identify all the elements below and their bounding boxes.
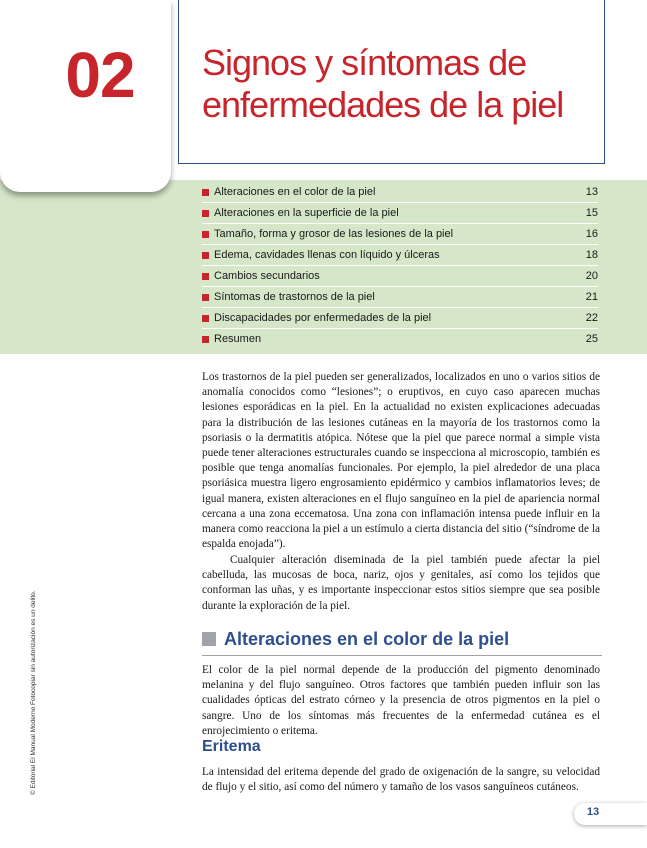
- section-heading-text: Alteraciones en el color de la piel: [224, 628, 510, 649]
- toc-item[interactable]: [202, 203, 598, 224]
- square-bullet-icon: [202, 252, 209, 259]
- section-paragraph: El color de la piel normal depende de la producción del pigmento denominado melanina y del flujo sanguíneo. Otros factores que también pueden influir son las cualidades ópticas del estrato córneo y la presencia de otros pigmentos en la piel o sangre. Uno de los síntomas más frecuentes de la enfermedad cutánea es el enrojecimiento o eritema.: [202, 664, 600, 737]
- toc-item-page: 18: [585, 249, 598, 261]
- square-bullet-icon: [202, 210, 209, 217]
- chapter-title-line-1: Signos y síntomas de: [202, 42, 527, 83]
- toc-item-label: Resumen: [214, 333, 262, 345]
- square-bullet-icon: [202, 336, 209, 343]
- toc-item[interactable]: [202, 224, 598, 245]
- toc-item-label: Alteraciones en el color de la piel: [214, 186, 376, 198]
- toc-item-page: 15: [585, 207, 598, 219]
- square-bullet-icon: [202, 315, 209, 322]
- square-bullet-icon: [202, 273, 209, 280]
- page-number: 13: [586, 806, 600, 818]
- toc-item-page: 25: [585, 333, 598, 345]
- square-bullet-icon: [202, 632, 216, 646]
- square-bullet-icon: [202, 294, 209, 301]
- toc-item-label: Alteraciones en la superficie de la piel: [214, 207, 399, 219]
- copyright-note: © Editorial El Manual Moderno Fotocopiar sin autorización es un delito.: [30, 590, 37, 795]
- chapter-title: [202, 42, 602, 126]
- toc-item[interactable]: [202, 287, 598, 308]
- toc-item-label: Edema, cavidades llenas con líquido y úlceras: [214, 249, 440, 261]
- toc-item-page: 22: [585, 312, 598, 324]
- toc-item[interactable]: [202, 182, 598, 203]
- section-heading: [202, 626, 602, 652]
- toc-item-page: 21: [585, 291, 598, 303]
- subsection-paragraph: La intensidad del eritema depende del grado de oxigenación de la sangre, su velocidad de flujo y el sitio, así como del número y tamaño de los vasos sanguíneos cutáneos.: [202, 766, 600, 794]
- toc-item-page: 13: [585, 186, 598, 198]
- toc-item[interactable]: [202, 245, 598, 266]
- square-bullet-icon: [202, 231, 209, 238]
- toc-item-label: Discapacidades por enfermedades de la piel: [214, 312, 432, 324]
- chapter-number: 02: [65, 39, 135, 111]
- section-divider: [202, 655, 602, 656]
- toc-item-label: Tamaño, forma y grosor de las lesiones de la piel: [214, 228, 454, 240]
- chapter-title-line-2: enfermedades de la piel: [202, 84, 564, 125]
- square-bullet-icon: [202, 189, 209, 196]
- toc-item[interactable]: [202, 308, 598, 329]
- toc-item-page: 16: [585, 228, 598, 240]
- toc-item-page: 20: [585, 270, 598, 282]
- subsection-heading: Eritema: [202, 738, 261, 755]
- intro-paragraph-1: Los trastornos de la piel pueden ser generalizados, localizados en uno o varios sitios de anomalía conocidos como “lesiones”; o eruptivos, en cuyo caso aparecen muchas lesiones esporádicas en la piel. En la actualidad no existen explicaciones adecuadas para la distribución de las lesiones cutáneas en la mayoría de los trastornos como la psoriasis o la dermatitis atópica. Nótese que la piel que parece normal a simple vista puede tener alteraciones estructurales cuando se inspecciona al microscopio, también es posible que tenga anomalías funcionales. Por ejemplo, la piel alrededor de una placa psoriásica muestra ligero engrosamiento epidérmico y cambios inflamatorios leves; de igual manera, existen alteraciones en el flujo sanguíneo en la piel de apariencia normal cercana a una zona eccematosa. Una zona con inflamación intensa puede influir en la manera como reacciona la piel a un estímulo a cierta distancia del sitio (“síndrome de la espalda enojada”).: [202, 371, 600, 551]
- toc-item-label: Cambios secundarios: [214, 270, 320, 282]
- toc-item-label: Síntomas de trastornos de la piel: [214, 291, 375, 303]
- toc-item[interactable]: [202, 266, 598, 287]
- intro-paragraph-2: Cualquier alteración diseminada de la piel también puede afectar la piel cabelluda, las mucosas de boca, nariz, ojos y genitales, así como los tejidos que conforman las uñas, y es importante inspeccionar estos sitios siempre que sea posible durante la exploración de la piel.: [202, 554, 600, 612]
- table-of-contents: [202, 182, 598, 349]
- toc-item[interactable]: [202, 329, 598, 349]
